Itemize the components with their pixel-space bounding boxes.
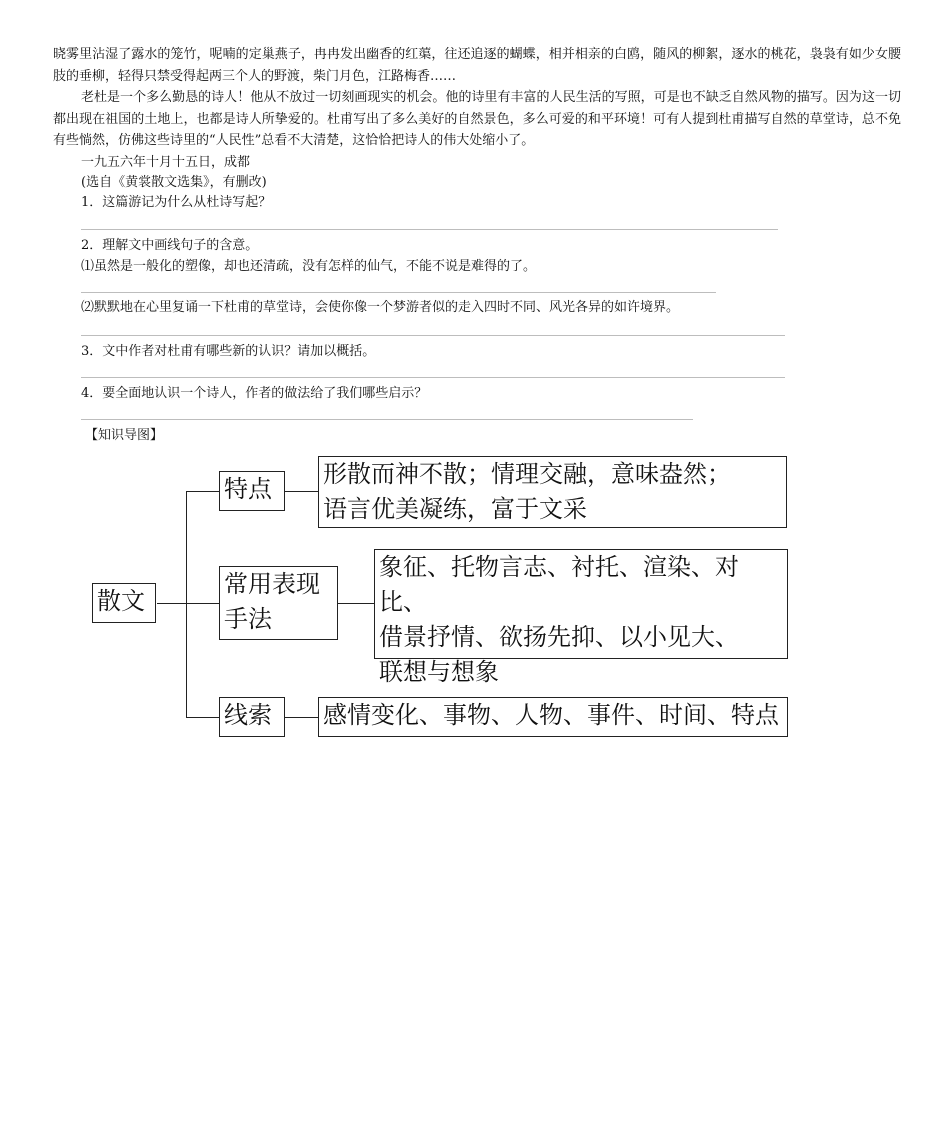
branch-3-label: 线索 <box>224 701 272 729</box>
branch-1-label: 特点 <box>224 475 272 503</box>
b1-content-line-2: 语言优美凝练，富于文采 <box>323 495 587 523</box>
root-label: 散文 <box>97 587 145 615</box>
b2-content-line-1: 象征、托物言志、衬托、渲染、对比、 <box>379 553 739 616</box>
passage-paragraph-2: 老杜是一个多么勤恳的诗人！他从不放过一切刻画现实的机会。他的诗里有丰富的人民生活的写照，可是也不缺乏自然风物的描写。因为这一切都出现在祖国的土地上，也都是诗人所挚爱的。杜甫写出了多么美好的自然景色，多么可爱的和平环境！可有人提到杜甫描写自然的草堂诗，总不免有些惝然，仿佛这些诗里的“人民性”总看不大清楚，这恰恰把诗人的伟大处缩小了。 <box>53 90 901 148</box>
passage-paragraph-1: 晓雾里沾湿了露水的笼竹，呢喃的定巢燕子，冉冉发出幽香的红蕖，往还追逐的蝴蝶，相并相亲的白鸥，随风的柳絮，逐水的桃花，袅袅有如少女腰肢的垂柳，轻得只禁受得起两三个人的野渡，柴门月色，江路梅香…… <box>53 47 901 84</box>
link-line-3 <box>285 717 319 718</box>
link-line-2 <box>338 603 375 604</box>
branch-node-techniques <box>219 566 338 640</box>
trunk-line <box>186 491 187 718</box>
b2-content-line-3: 联想与想象 <box>379 658 499 686</box>
branch-line-2 <box>157 603 219 604</box>
content-node-techniques <box>374 549 788 686</box>
b3-content: 感情变化、事物、人物、事件、时间、特点 <box>323 701 779 729</box>
link-line-1 <box>285 491 319 492</box>
branch-line-3 <box>186 717 219 718</box>
b2-content-line-2: 借景抒情、欲扬先抑、以小见大、 <box>379 623 739 651</box>
question-2: 2．理解文中画线句子的含意。 <box>81 238 259 253</box>
question-3: 3．文中作者对杜甫有哪些新的认识？请加以概括。 <box>81 344 376 359</box>
branch-2-label-line-1: 常用表现 <box>224 570 320 598</box>
content-node-clues <box>318 697 788 737</box>
question-2-sub-1: ⑴虽然是一般化的塑像，却也还清疏，没有怎样的仙气，不能不说是难得的了。 <box>81 259 537 274</box>
branch-2-label-line-2: 手法 <box>224 605 272 633</box>
question-1: 1．这篇游记为什么从杜诗写起？ <box>81 195 272 210</box>
branch-node-clues <box>219 697 285 737</box>
mindmap-heading: 【知识导图】 <box>85 428 164 443</box>
passage-source: (选自《黄裳散文选集》，有删改) <box>81 175 267 190</box>
b1-content-line-1: 形散而神不散；情理交融，意味盎然； <box>323 460 731 488</box>
branch-line-1 <box>186 491 219 492</box>
question-2-sub-2: ⑵默默地在心里复诵一下杜甫的草堂诗，会使你像一个梦游者似的走入四时不同、风光各异的如许境界。 <box>81 300 680 315</box>
question-4: 4．要全面地认识一个诗人，作者的做法给了我们哪些启示？ <box>81 386 428 401</box>
passage-date: 一九五六年十月十五日，成都 <box>81 155 251 170</box>
content-node-features <box>318 456 787 528</box>
branch-node-features <box>219 471 285 511</box>
root-node <box>92 583 156 623</box>
